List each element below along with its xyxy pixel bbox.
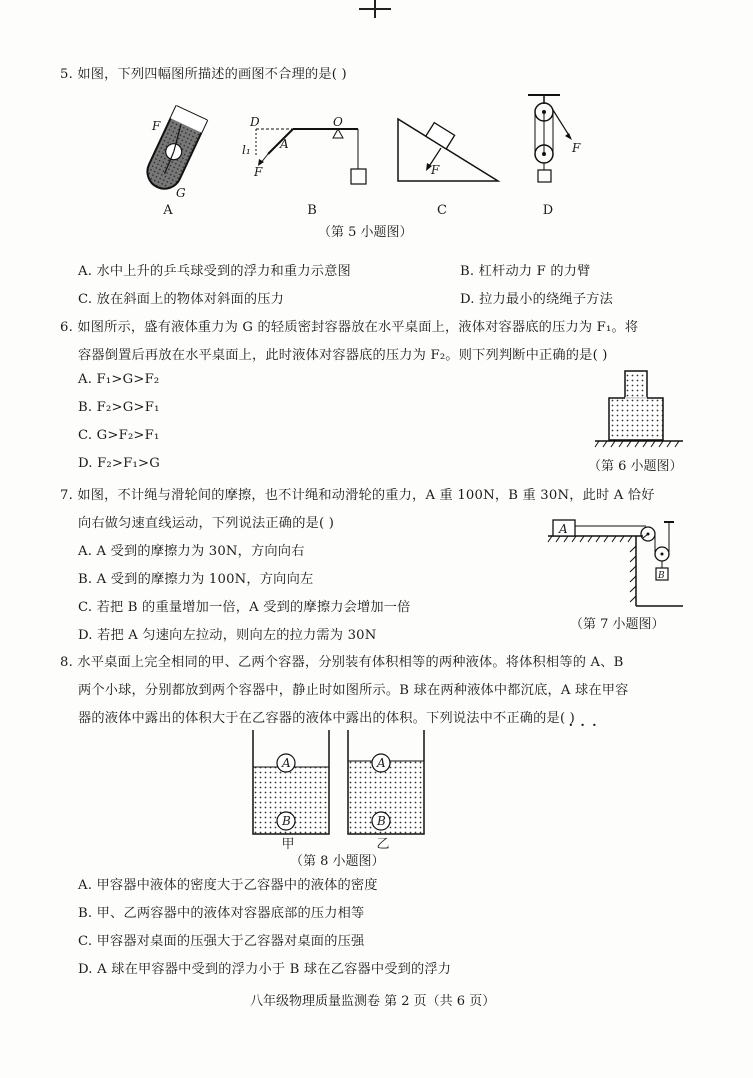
q8-jia-ball-a: A — [282, 756, 291, 770]
q6-option-a[interactable]: A. F₁>G>F₂ — [78, 372, 160, 387]
q6-stem-line2: 容器倒置后再放在水平桌面上，此时液体对容器底的压力为 F₂。则下列判断中正确的是( ) — [78, 348, 608, 363]
q5-stem: 5. 如图，下列四幅图所描述的画图不合理的是( ) — [60, 67, 347, 82]
q5-caption: （第 5 小题图） — [318, 225, 413, 240]
q8-option-c[interactable]: C. 甲容器对桌面的压强大于乙容器对桌面的压强 — [78, 934, 365, 949]
q7-option-b[interactable]: B. A 受到的摩擦力为 100N，方向向左 — [78, 572, 314, 587]
q5-option-d[interactable]: D. 拉力最小的绕绳子方法 — [460, 292, 613, 307]
q5-a-force-f: F — [152, 119, 161, 133]
q8-option-d[interactable]: D. A 球在甲容器中受到的浮力小于 B 球在乙容器中受到的浮力 — [78, 962, 452, 977]
q8-stem-line2: 两个小球，分别都放到两个容器中，静止时如图所示。B 球在两种液体中都沉底，A 球在甲容 — [78, 683, 629, 698]
q6-stem-line1: 6. 如图所示，盛有液体重力为 G 的轻质密封容器放在水平桌面上，液体对容器底的压力为 F₁。将 — [60, 320, 639, 335]
q5-b-letter-f: F — [254, 165, 263, 179]
q5-d-letter-f: F — [572, 141, 581, 155]
q5-figure-d — [520, 92, 590, 192]
q5-figure-c — [395, 116, 505, 186]
q8-yi-ball-a: A — [377, 756, 386, 770]
q5-a-gravity-g: G — [176, 186, 186, 200]
q6-caption: （第 6 小题图） — [588, 459, 683, 474]
q5-label-d: D — [542, 203, 554, 218]
q8-stem-line3: 器的液体中露出的体积大于在乙容器的液体中露出的体积。下列说法中不正确的是( ) — [78, 711, 576, 726]
registration-mark — [355, 0, 395, 20]
q8-emphasis-dots: ··· — [568, 715, 604, 736]
q5-label-a: A — [163, 203, 173, 218]
page-footer: 八年级物理质量监测卷 第 2 页（共 6 页） — [250, 994, 496, 1009]
q5-b-letter-o: O — [333, 115, 343, 129]
q6-figure-container — [595, 368, 685, 450]
q6-option-c[interactable]: C. G>F₂>F₁ — [78, 428, 160, 443]
q5-label-c: C — [437, 203, 447, 218]
q8-caption: （第 8 小题图） — [290, 854, 385, 869]
q8-yi-ball-b: B — [377, 814, 386, 828]
q5-b-letter-d: D — [250, 115, 260, 129]
q7-block-b: B — [658, 571, 665, 581]
q8-container-jia-label: 甲 — [281, 837, 295, 852]
q5-option-a[interactable]: A. 水中上升的乒乓球受到的浮力和重力示意图 — [78, 264, 351, 279]
q8-figure-containers — [248, 730, 428, 836]
q5-label-b: B — [307, 203, 317, 218]
q7-option-c[interactable]: C. 若把 B 的重量增加一倍，A 受到的摩擦力会增加一倍 — [78, 600, 411, 615]
q8-jia-ball-b: B — [282, 814, 291, 828]
q8-container-yi-label: 乙 — [376, 837, 390, 852]
q6-option-b[interactable]: B. F₂>G>F₁ — [78, 400, 160, 415]
q5-figure-b — [238, 114, 378, 194]
q5-b-letter-a: A — [280, 137, 289, 151]
q8-stem-line1: 8. 水平桌面上完全相同的甲、乙两个容器，分别装有体积相等的两种液体。将体积相等的 A、B — [60, 655, 624, 670]
q7-figure-pulley-system — [548, 512, 688, 612]
q7-option-d[interactable]: D. 若把 A 匀速向左拉动，则向左的拉力需为 30N — [78, 628, 377, 643]
q5-option-b[interactable]: B. 杠杆动力 F 的力臂 — [460, 264, 591, 279]
q7-option-a[interactable]: A. A 受到的摩擦力为 30N，方向向右 — [78, 544, 305, 559]
q7-caption: （第 7 小题图） — [570, 617, 665, 632]
q5-option-c[interactable]: C. 放在斜面上的物体对斜面的压力 — [78, 292, 285, 307]
q6-option-d[interactable]: D. F₂>F₁>G — [78, 456, 160, 471]
q5-b-letter-l1: l₁ — [242, 143, 251, 157]
q7-block-a: A — [559, 522, 568, 536]
q7-stem-line1: 7. 如图，不计绳与滑轮间的摩擦，也不计绳和动滑轮的重力，A 重 100N，B 重 30N，此时 A 恰好 — [60, 488, 655, 503]
q8-option-a[interactable]: A. 甲容器中液体的密度大于乙容器中的液体的密度 — [78, 878, 378, 893]
q5-c-letter-f: F — [431, 163, 440, 177]
q7-stem-line2: 向右做匀速直线运动，下列说法正确的是( ) — [78, 516, 335, 531]
q8-option-b[interactable]: B. 甲、乙两容器中的液体对容器底部的压力相等 — [78, 906, 365, 921]
q5-figure-a — [140, 104, 220, 204]
